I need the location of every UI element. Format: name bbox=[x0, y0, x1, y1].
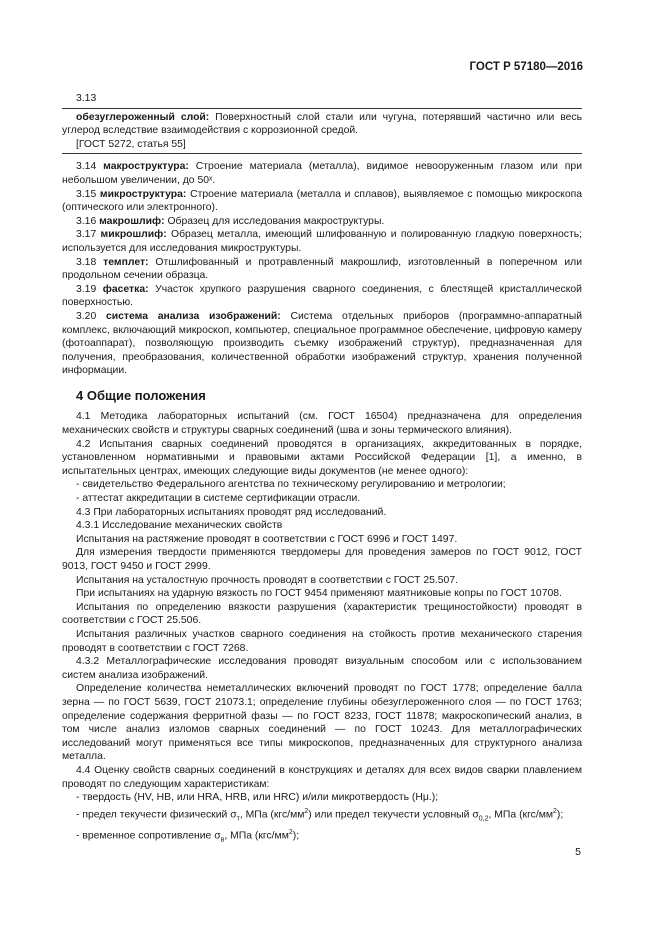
paragraph-4-2: 4.2 Испытания сварных соединений проводятся в организациях, аккредитованных в порядке, установленном нормативными и правовыми актами Российской Федерации [1], а именно, в испытательных центрах, имеющих следующие виды документов (не менее одного): bbox=[62, 438, 582, 477]
definition-text: Поверхностный слой стали или чугуна, потерявший частично или весь углерод вследствие взаимодействия с коррозионной средой. bbox=[62, 111, 582, 137]
page-number: 5 bbox=[575, 846, 581, 858]
definition-3-19: 3.19 фасетка: Участок хрупкого разрушения сварного соединения, с блестящей кристаллической поверхностью. bbox=[62, 283, 582, 309]
paragraph: При испытаниях на ударную вязкость по ГОСТ 9454 применяют маятниковые копры по ГОСТ 10708. bbox=[76, 588, 562, 600]
paragraph: Испытания по определению вязкости разрушения (характеристик трещиностойкости) проводят в соответствии с ГОСТ 25.506. bbox=[62, 601, 582, 627]
definition-3-16: 3.16 макрошлиф: Образец для исследования макроструктуры. bbox=[76, 215, 385, 227]
definition-3-13 bbox=[62, 111, 582, 138]
paragraph: Испытания на растяжение проводят в соответствии с ГОСТ 6996 и ГОСТ 1497. bbox=[76, 533, 458, 545]
definition-3-14: 3.14 макроструктура: Строение материала (металла), видимое невооруженным глазом или при небольшом увеличении, до 50ˣ. bbox=[62, 161, 582, 186]
list-item: - предел текучести физический $\sigma_т$, МПа $(кгс/мм^2)$ или предел текучести условный $\sigma_{0,2}$, МПа $(кгс/мм^2)$; bbox=[76, 807, 564, 823]
paragraph-4-3-2: 4.3.2 Металлографические исследования проводят визуальным способом или с использованием систем анализа изображений. bbox=[62, 656, 582, 681]
list-item: - свидетельство Федерального агентства по техническому регулированию и метрологии; bbox=[76, 479, 506, 491]
list-item: - временное сопротивление $\sigma_в$, МПа $(кгс/мм^2)$; bbox=[76, 828, 300, 844]
definition-reference: [ГОСТ 5272, статья 55] bbox=[76, 138, 186, 150]
definition-term: обезуглероженный слой: bbox=[76, 111, 210, 123]
paragraph-4-3-1: 4.3.1 Исследование механических свойств bbox=[76, 520, 283, 532]
document-body bbox=[62, 92, 582, 847]
paragraph-4-4: 4.4 Оценку свойств сварных соединений в конструкциях и деталях для всех видов сварки плавлением проводят по следующим характеристикам: bbox=[62, 764, 582, 790]
definition-box bbox=[62, 108, 582, 155]
paragraph: Испытания на усталостную прочность проводят в соответствии с ГОСТ 25.507. bbox=[76, 574, 458, 586]
paragraph-4-1: 4.1 Методика лабораторных испытаний (см. ГОСТ 16504) предназначена для определения механических свойств и структуры сварных соединений (шва и зоны термического влияния). bbox=[62, 411, 582, 437]
paragraph-4-3: 4.3 При лабораторных испытаниях проводят ряд исследований. bbox=[76, 506, 387, 518]
definition-3-15: 3.15 микроструктура: Строение материала (металла и сплавов), выявляемое с помощью микроскопа (оптического или электронного). bbox=[62, 188, 583, 214]
paragraph: Определение количества неметаллических включений проводят по ГОСТ 1778; определение балла зерна — по ГОСТ 5639, ГОСТ 21073.1; определение глубины обезуглероженного слоя — по ГОСТ 1763; определение содержания ферритной фазы — по ГОСТ 8233, ГОСТ 11878; макроскопический анализ, в том числе анализ изломов сварных соединений — по ГОСТ 10243. Для металлографических исследований могут применяться все типы микроскопов, предназначенных для структурного анализа металла. bbox=[62, 683, 582, 763]
paragraph: Для измерения твердости применяются твердомеры для проведения замеров по ГОСТ 9012, ГОСТ 9013, ГОСТ 9450 и ГОСТ 2999. bbox=[62, 547, 582, 572]
section-heading: 4 Общие положения bbox=[76, 387, 206, 403]
standard-header: ГОСТ Р 57180—2016 bbox=[469, 61, 583, 73]
paragraph: Испытания различных участков сварного соединения на стойкость против механического старения проводят в соответствии с ГОСТ 7268. bbox=[62, 628, 582, 654]
definition-3-17: 3.17 микрошлиф: Образец металла, имеющий шлифованную и полированную гладкую поверхность; используется для исследования микроструктуры. bbox=[62, 229, 582, 254]
definition-3-20: 3.20 система анализа изображений: Система отдельных приборов (программно-аппаратный комплекс, включающий микроскоп, компьютер, специальное программное обеспечение, цифровую камеру (фотоаппарат), позволяющую производить съемку изображений структур), предназначенная для получения, преобразования, количественной обработки изображений структур, хранения полученной информации. bbox=[62, 310, 582, 377]
definition-3-18: 3.18 темплет: Отшлифованный и протравленный макрошлиф, изготовленный в поперечном или продольном сечении образца. bbox=[62, 256, 582, 282]
list-item: - аттестат аккредитации в системе сертификации отрасли. bbox=[76, 493, 361, 505]
list-item: - твердость (HV, HB, или HRA, HRB, или HRC) и/или микротвердость (Hμ.); bbox=[76, 792, 439, 804]
definition-number: 3.13 bbox=[76, 93, 97, 104]
